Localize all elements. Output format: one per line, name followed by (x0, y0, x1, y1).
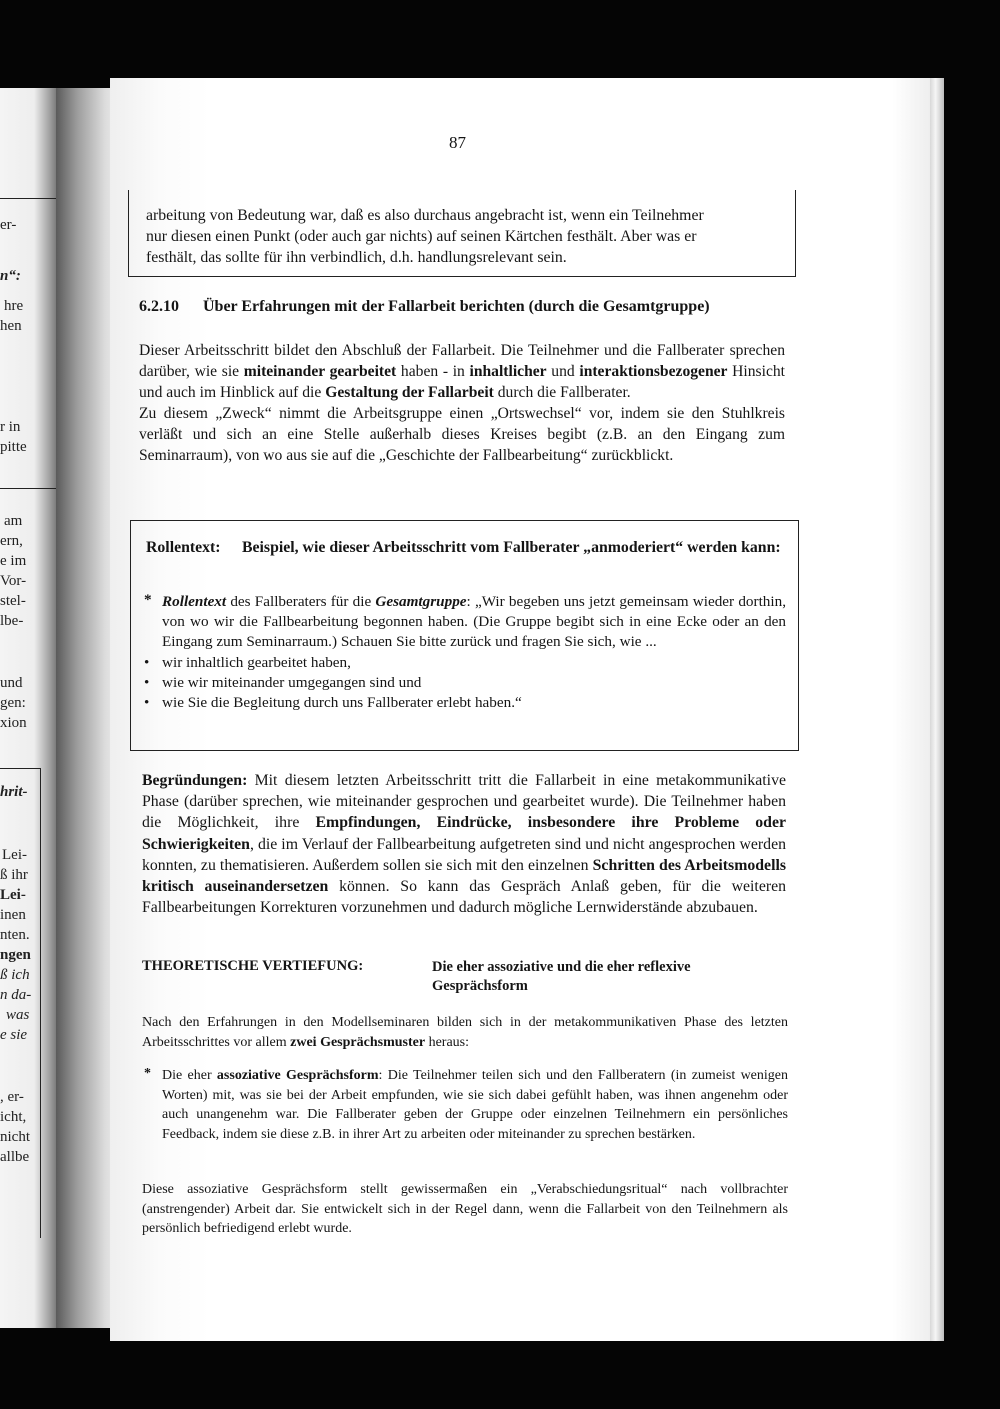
left-page-rule (0, 198, 58, 199)
left-fragment: lbe- (0, 613, 24, 629)
paragraph-5: Diese assoziative Gesprächsform stellt gewissermaßen ein „Verabschiedungsritual“ nach vollbrachter (anstrengender) Arbeit dar. Sie entwickelt sich in der Regel dann, wenn die Fallarbeit von den Teilnehmern als persönlich befriedigend erlebt wurde. (142, 1182, 788, 1236)
left-fragment: allbe (0, 1149, 30, 1165)
left-fragment: nten. (0, 927, 30, 943)
left-fragment: inen (0, 907, 26, 923)
section-number: 6.2.10 (139, 298, 179, 315)
left-fragment: ß ihr (0, 867, 28, 883)
section-heading (139, 298, 799, 316)
role-box-heading (146, 537, 786, 558)
page-number: 87 (449, 133, 466, 152)
left-fragment: am (4, 513, 23, 529)
left-page-vrule (40, 768, 41, 1238)
left-page-rule (0, 768, 40, 769)
begruendung-paragraph: Begründungen: Mit diesem letzten Arbeitsschritt tritt die Fallarbeit in eine metakommunikative Phase (darüber sprechen, wie miteinander gesprochen und gearbeitet wurde). Die Teilnehmer haben die Möglichkeit, ihre Empfindungen, Eindrücke, insbesondere ihre Probleme oder Schwierigkeiten, die im Verlauf der Fallbearbeitung aufgetreten sind und nicht angesprochen werden konnten, zu thematisieren. Außerdem sollen sie sich mit den einzelnen Schritten des Arbeitsmodells kritisch auseinandersetzen können. So kann das Gespräch Anlaß geben, für die weiteren Fallbearbeitungen Korrekturen vorzunehmen und dadurch mögliche Lernwiderstände abzubauen. (142, 772, 787, 917)
left-fragment: ngen (0, 947, 31, 963)
left-fragment: n da- (0, 987, 32, 1003)
left-fragment: gen: (0, 695, 26, 711)
left-fragment: r in (0, 419, 21, 435)
role-box-body (142, 592, 786, 713)
continuation-box-text (146, 205, 786, 268)
left-page-rule (0, 488, 58, 489)
page-edge (930, 78, 944, 1341)
left-fragment: hrit- (0, 784, 28, 800)
continuation-line: nur diesen einen Punkt (oder auch gar nichts) auf seinen Kärtchen festhält. Aber was er (146, 228, 697, 245)
left-fragment: hen (0, 318, 22, 334)
left-fragment: , er- (0, 1089, 24, 1105)
left-fragment: ß ich (0, 967, 30, 983)
continuation-line: arbeitung von Bedeutung war, daß es also durchaus angebracht ist, wenn ein Teilnehmer (146, 207, 704, 224)
continuation-line: festhält, das sollte für ihn verbindlich, d.h. handlungsrelevant sein. (146, 249, 567, 266)
theory-label: THEORETISCHE VERTIEFUNG: (142, 958, 364, 974)
left-fragment: xion (0, 715, 27, 731)
left-fragment: pitte (0, 439, 27, 455)
left-fragment: nicht (0, 1129, 30, 1145)
left-fragment: Lei- (2, 847, 27, 863)
intro-paragraph (139, 340, 785, 466)
left-fragment: er- (0, 217, 17, 233)
left-fragment: e im (0, 553, 27, 569)
role-bullet: • wie wir miteinander umgegangen sind und (142, 673, 786, 693)
left-fragment: ern, (0, 533, 23, 549)
left-fragment: und (0, 675, 23, 691)
left-fragment: n“: (0, 268, 21, 284)
left-fragment: Lei- (0, 887, 26, 903)
paragraph-3: Nach den Erfahrungen in den Modellseminaren bilden sich in der metakommunikativen Phase des letzten Arbeitsschrittes vor allem zwei Gesprächsmuster heraus: (142, 1015, 788, 1050)
left-fragment: icht, (0, 1109, 27, 1125)
role-bullet: • wir inhaltlich gearbeitet haben, (142, 653, 786, 673)
role-label: Rollentext: (146, 539, 221, 556)
paragraph-4: * Die eher assoziative Gesprächsform: Die Teilnehmer teilen sich und den Fallberatern (in zumeist wenigen Worten) mit, was sie bei der Arbeit empfunden, wie sie sich dabei gefühlt haben, was ihnen angenehm oder auch unangenehm war. Die Fallberater geben der Gruppe oder einzelnen Teilnehmern ein persönliches Feedback, indem sie diese z.B. in ihrer Art zu arbeiten oder miteinander zu sprechen bestärken. (142, 1066, 788, 1144)
section-title: Über Erfahrungen mit der Fallarbeit berichten (durch die Gesamtgruppe) (203, 298, 710, 315)
left-fragment: e sie (0, 1027, 28, 1043)
left-fragment: Vor- (0, 573, 27, 589)
left-facing-page (0, 88, 62, 1328)
role-heading: Beispiel, wie dieser Arbeitsschritt vom Fallberater „anmoderiert“ werden kann: (242, 539, 781, 556)
theory-title: Die eher assoziative und die eher reflexive Gesprächsform (432, 959, 691, 994)
left-fragment: was (6, 1007, 30, 1023)
left-fragment: hre (4, 298, 24, 314)
role-bullet-list (142, 653, 786, 713)
paragraph-1: Dieser Arbeitsschritt bildet den Abschluß der Fallarbeit. Die Teilnehmer und die Fallberater sprechen darüber, wie sie miteinander gearbeitet haben - in inhaltlicher und interaktionsbezogener Hinsicht und auch im Hinblick auf die Gestaltung der Fallarbeit durch die Fallberater. (139, 342, 785, 401)
role-bullet: • wie Sie die Begleitung durch uns Fallberater erlebt haben.“ (142, 693, 786, 713)
begruendung-label: Begründungen: (142, 772, 248, 789)
paragraph-2: Zu diesem „Zweck“ nimmt die Arbeitsgruppe einen „Ortswechsel“ vor, indem sie den Stuhlkreis verläßt und sich an eine Stelle außerhalb dieses Kreises begibt (z.B. an den Eingang zum Seminarraum), von wo aus sie auf die „Geschichte der Fallbearbeitung“ zurückblickt. (139, 405, 785, 464)
role-intro: * Rollentext des Fallberaters für die Gesamtgruppe: „Wir begeben uns jetzt gemeinsam wieder dorthin, von wo wir die Fallbearbeitung begonnen haben. (Die Gruppe begibt sich in eine Ecke oder an den Eingang zum Seminarraum.) Schauen Sie bitte zurück und fragen Sie sich, wie ... (142, 592, 786, 652)
left-fragment: stel- (0, 593, 26, 609)
